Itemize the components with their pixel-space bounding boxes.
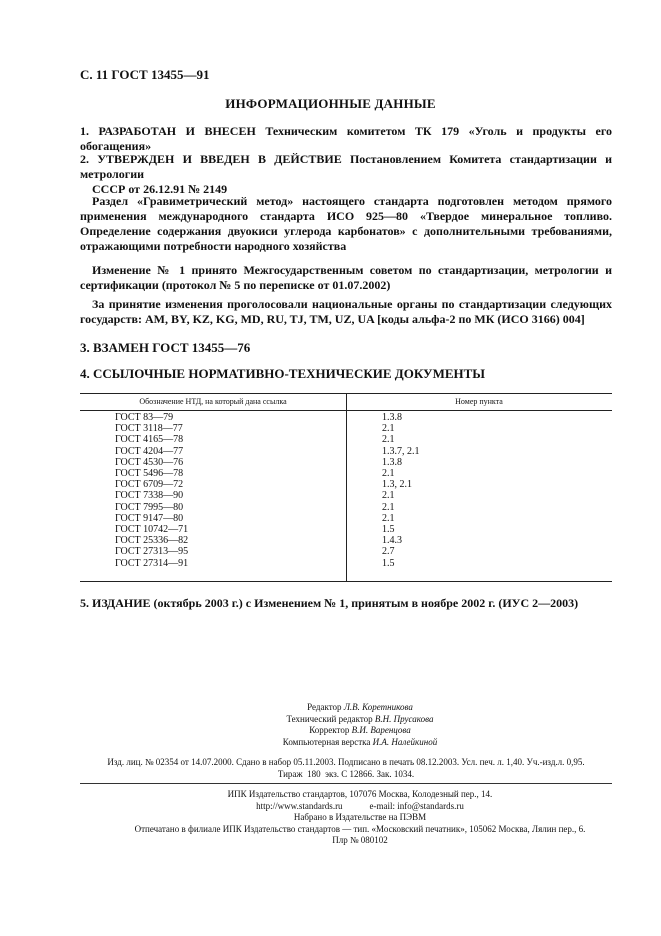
table-header-doc: Обозначение НТД, на который дана ссылка bbox=[139, 397, 287, 406]
table-bottom-rule bbox=[80, 581, 612, 582]
section-2-line1: 2. УТВЕРЖДЕН И ВВЕДЕН В ДЕЙСТВИЕ Постановлением Комитета стандартизации и метрологии bbox=[80, 152, 612, 181]
credit-role: Технический редактор bbox=[286, 713, 373, 724]
table-row-doc: ГОСТ 4165—78 bbox=[115, 434, 184, 446]
table-row-item: 1.4.3 bbox=[382, 535, 402, 547]
table-row-doc: ГОСТ 25336—82 bbox=[115, 535, 189, 547]
publisher-line2: http://www.standards.ru e-mail: info@standards.ru bbox=[256, 800, 464, 811]
publisher-line3: Набрано в Издательстве на ПЭВМ bbox=[293, 812, 427, 822]
credit-line bbox=[0, 725, 661, 737]
table-item-column bbox=[382, 412, 420, 569]
para-change: Изменение № 1 принято Межгосударственным советом по стандартизации, метрологии и сертификации (протокол № 5 по переписке от 01.07.2002) bbox=[80, 263, 612, 292]
credit-name: И.А. Налейкиной bbox=[372, 736, 438, 747]
table-row-doc: ГОСТ 10742—71 bbox=[115, 524, 189, 536]
table-row-item: 1.3.8 bbox=[382, 456, 402, 468]
section-2-line2: СССР от 26.12.91 № 2149 bbox=[92, 182, 228, 196]
table-row-item: 1.5 bbox=[382, 557, 395, 569]
table-row-item: 2.1 bbox=[382, 423, 395, 435]
credit-name: В.Н. Прусакова bbox=[374, 713, 434, 724]
credits-block bbox=[0, 702, 661, 748]
table-row-item: 1.3, 2.1 bbox=[382, 479, 412, 491]
table-doc-column bbox=[115, 412, 188, 569]
credit-role: Компьютерная верстка bbox=[282, 736, 371, 747]
publisher-block bbox=[0, 789, 661, 847]
table-row-doc: ГОСТ 4530—76 bbox=[115, 456, 184, 468]
table-row-item: 2.1 bbox=[382, 468, 395, 480]
page-header: С. 11 ГОСТ 13455—91 bbox=[80, 67, 210, 82]
section-1: 1. РАЗРАБОТАН И ВНЕСЕН Техническим комитетом ТК 179 «Уголь и продукты его обогащения» bbox=[80, 124, 612, 153]
table-column-divider bbox=[346, 393, 347, 581]
section-5: 5. ИЗДАНИЕ (октябрь 2003 г.) с Изменением № 1, принятым в ноябре 2002 г. (ИУС 2—2003) bbox=[80, 596, 579, 610]
table-row-item: 2.7 bbox=[382, 546, 395, 558]
credit-line bbox=[0, 737, 661, 749]
table-row-doc: ГОСТ 3118—77 bbox=[115, 423, 183, 435]
credit-role: Корректор bbox=[309, 725, 350, 735]
table-header-item: Номер пункта bbox=[455, 397, 503, 406]
publisher-line1: ИПК Издательство стандартов, 107076 Москва, Колодезный пер., 14. bbox=[227, 789, 493, 799]
credit-line bbox=[0, 714, 661, 726]
section-3: 3. ВЗАМЕН ГОСТ 13455—76 bbox=[80, 340, 251, 355]
publisher-line4: Отпечатано в филиале ИПК Издательство стандартов — тип. «Московский печатник», 105062 Москва, Лялин пер., 6. bbox=[134, 823, 586, 834]
table-row-item: 1.5 bbox=[382, 524, 395, 536]
table-row-doc: ГОСТ 83—79 bbox=[115, 412, 174, 423]
credit-role: Редактор bbox=[307, 702, 342, 712]
table-row-item: 1.3.8 bbox=[382, 412, 402, 423]
info-title: ИНФОРМАЦИОННЫЕ ДАННЫЕ bbox=[225, 96, 436, 111]
table-row-item: 2.1 bbox=[382, 501, 395, 513]
edition-info bbox=[80, 757, 612, 780]
table-row-item: 2.1 bbox=[382, 490, 395, 502]
table-row-doc: ГОСТ 7995—80 bbox=[115, 501, 184, 513]
table-row-doc: ГОСТ 27313—95 bbox=[115, 546, 189, 558]
edition-line1: Изд. лиц. № 02354 от 14.07.2000. Сдано в набор 05.11.2003. Подписано в печать 08.12.2003. Усл. печ. л. 1,40. Уч.-изд.л. 0,95. bbox=[107, 757, 585, 767]
credit-line bbox=[0, 702, 661, 714]
table-row-item: 2.1 bbox=[382, 512, 395, 524]
table-row-item: 1.3.7, 2.1 bbox=[382, 445, 420, 457]
edition-line2: Тираж 180 экз. С 12866. Зак. 1034. bbox=[277, 768, 415, 779]
credit-name: В.И. Варенцова bbox=[351, 725, 411, 735]
para-vote: За принятие изменения проголосовали национальные органы по стандартизации следующих государств: AM, BY, KZ, KG, MD, RU, TJ, TM, UZ, UA [коды альфа-2 по МК (ИСО 3166) 004] bbox=[80, 297, 612, 326]
section-2 bbox=[80, 152, 612, 197]
table-row-doc: ГОСТ 7338—90 bbox=[115, 490, 184, 502]
para-method: Раздел «Гравиметрический метод» настоящего стандарта подготовлен методом прямого применения международного стандарта ИСО 925—80 «Твердое минеральное топливо. Определение содержания двуокиси углерода карбонатов» с дополнительными требованиями, отражающими потребности народного хозяйства bbox=[80, 194, 612, 253]
credit-name: Л.В. Коретникова bbox=[343, 702, 413, 712]
publisher-line5: Плр № 080102 bbox=[332, 835, 388, 845]
table-row-item: 2.1 bbox=[382, 434, 395, 446]
table-row-doc: ГОСТ 4204—77 bbox=[115, 445, 184, 457]
section-4: 4. ССЫЛОЧНЫЕ НОРМАТИВНО-ТЕХНИЧЕСКИЕ ДОКУМЕНТЫ bbox=[80, 366, 486, 381]
table-row-doc: ГОСТ 27314—91 bbox=[115, 557, 189, 569]
table-row-doc: ГОСТ 5496—78 bbox=[115, 468, 184, 480]
table-row-doc: ГОСТ 9147—80 bbox=[115, 512, 184, 524]
table-row-doc: ГОСТ 6709—72 bbox=[115, 479, 184, 491]
imprint-divider bbox=[80, 783, 612, 784]
